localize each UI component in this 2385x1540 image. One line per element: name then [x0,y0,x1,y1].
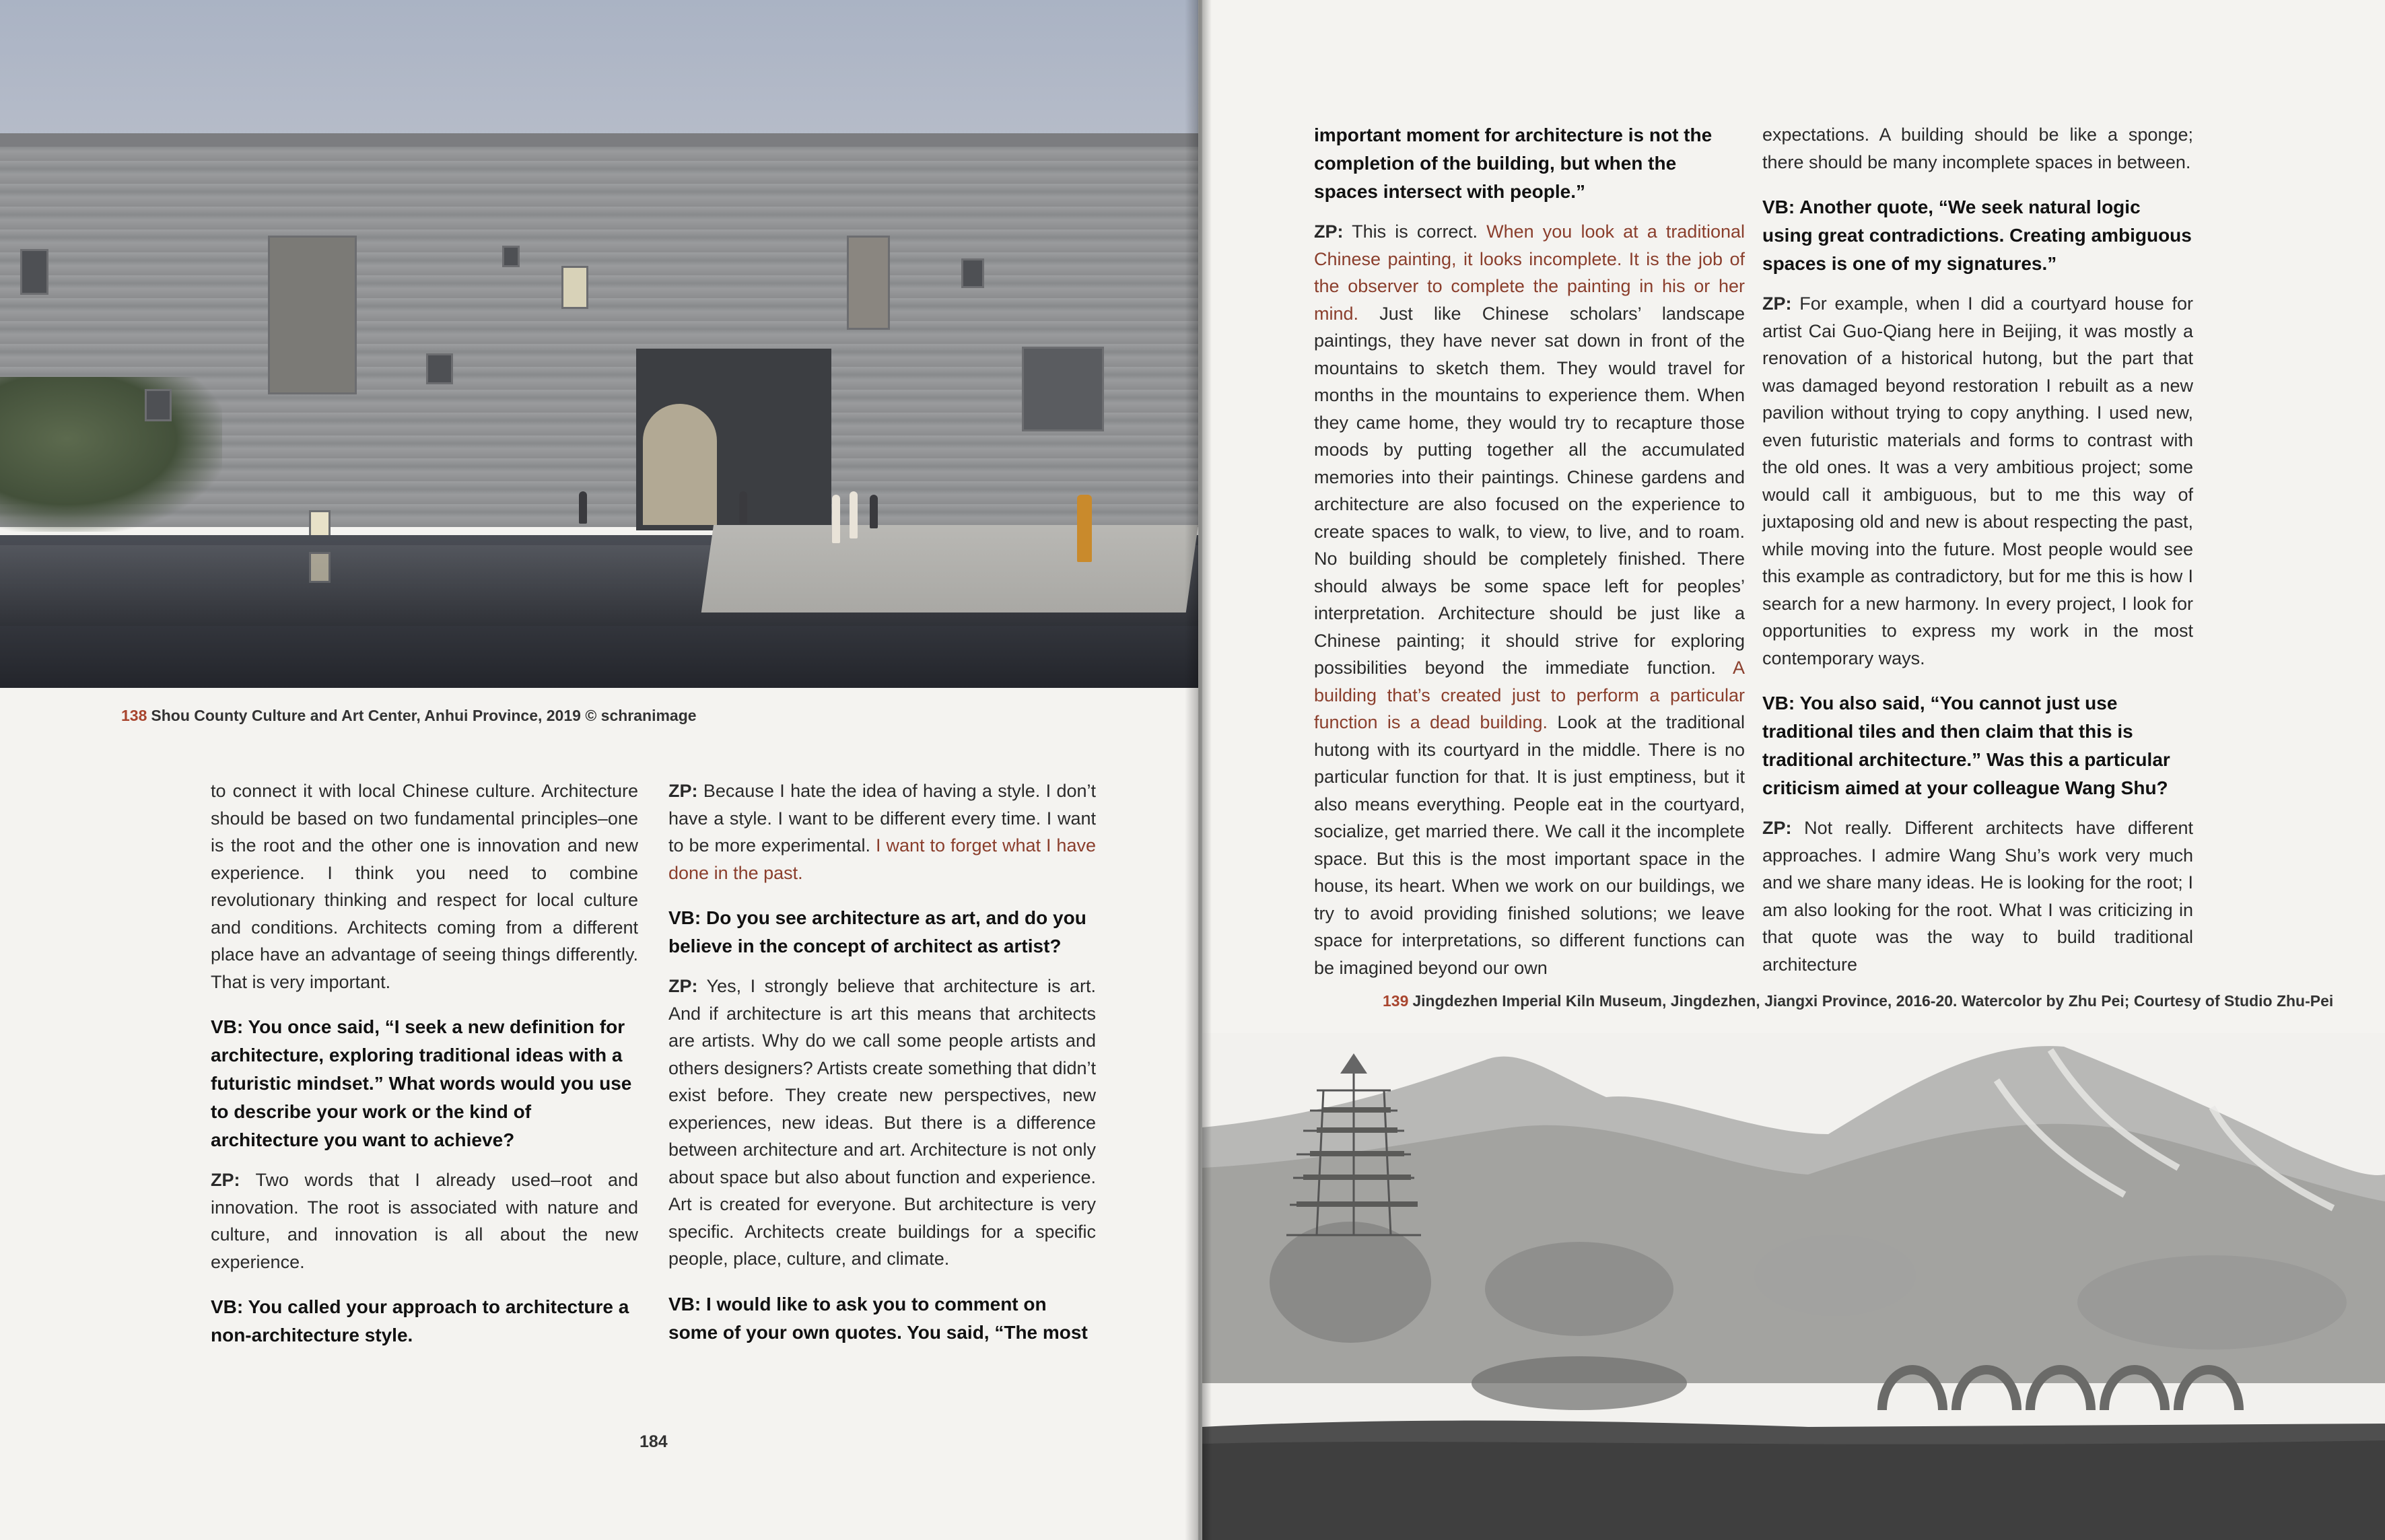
text-column-2 [668,777,1096,1359]
answer-text: This is correct. [1352,221,1478,242]
highlighted-quote: I want to forget what I have done in the past. [668,835,1096,883]
interview-question: VB: I would like to ask you to comment on some of your own quotes. You said, “The most [668,1293,1088,1343]
figure-caption-138 [121,707,697,725]
culture-center-photo [0,0,1198,688]
speaker-label: ZP: [211,1170,240,1190]
paragraph: expectations. A building should be like a sponge; there should be many incomplete spaces in between. [1762,125,2193,172]
speaker-label: ZP: [668,781,698,801]
right-page [1202,0,2385,1540]
text-column-3 [1314,121,1745,993]
interview-answer [668,973,1096,1273]
answer-text: Not really. Different architects have different approaches. I admire Wang Shu’s work very much and we share many ideas. He is looking for the root; I am also looking for the root. What I was criticizing in that quote was the way to build traditional architecture [1762,818,2193,975]
caption-text: Jingdezhen Imperial Kiln Museum, Jingdezhen, Jiangxi Province, 2016-20. Watercolor by Zhu Pei; Courtesy of Studio Zhu-Pei [1412,992,2334,1010]
interview-question: VB: Do you see architecture as art, and do you believe in the concept of architect as artist? [668,907,1086,956]
speaker-label: ZP: [668,976,698,996]
interview-answer [1762,290,2193,672]
interview-question: VB: Another quote, “We seek natural logic using great contradictions. Creating ambiguous spaces is one of my signatures.” [1762,197,2192,274]
text-column-1 [211,777,638,1362]
interview-question: VB: You once said, “I seek a new definition for architecture, exploring traditional ideas with a futuristic mindset.” What words would you use to describe your work or the kind of architecture you want to achieve? [211,1016,632,1150]
speaker-label: ZP: [1314,221,1344,242]
speaker-label: ZP: [1762,818,1792,838]
answer-text: Yes, I strongly believe that architecture is art. And if architecture is art this means that architects are artists. Why do we call some people artists and others designers? Artists create something that didn’t exist before. They create new perspectives, new experiences, new ideas. But there is a difference between architecture and art. Architecture is not only about space but also about function and experience. Art is created for everyone. But architecture is very specific. Architects create buildings for a specific people, place, culture, and climate. [668,976,1096,1269]
speaker-label: ZP: [1762,293,1792,314]
page-number: 184 [640,1432,668,1451]
interview-answer [1314,218,1745,981]
highlighted-quote: When you look at a traditional Chinese painting, it looks incomplete. It is the job of the observer to complete the painting in his or her mind. [1314,221,1745,324]
highlighted-quote: A building that’s created just to perform a particular function is a dead building. [1314,658,1745,732]
caption-number: 139 [1383,992,1409,1010]
answer-text: Just like Chinese scholars’ landscape paintings, they have never sat down in front of the mountains to sketch them. They would travel for months in the mountains to experience them. When they came home, they would try to recapture those moods by putting together all the accumulated memories into their paintings. Chinese gardens and architecture are also focused on the experience to create spaces to walk, to view, to live, and to roam. No building should be completely finished. There should always be some space left for peoples’ interpretation. Architecture should be just like a Chinese painting; it should strive for exploring possibilities beyond the immediate function. [1314,303,1745,678]
paragraph: to connect it with local Chinese culture. Architecture should be based on two fundamental principles–one is the root and the other one is innovation and new experience. I think you need to combine revolutionary thinking and respect for local culture and conditions. Architects coming from a different place have an advantage of seeing things differently. That is very important. [211,781,638,992]
figure-caption-139 [1383,992,2333,1010]
answer-text: Two words that I already used–root and innovation. The root is associated with nature and culture, and innovation is all about the new experience. [211,1170,639,1272]
answer-text: Because I hate the idea of having a style. I don’t have a style. I want to be different every time. I want to be more experimental. [668,781,1096,855]
kiln-museum-watercolor [1202,1033,2385,1540]
interview-answer [1762,814,2193,978]
caption-number: 138 [121,707,147,724]
text-column-4 [1762,121,2193,990]
answer-text: Look at the traditional hutong with its courtyard in the middle. There is no particular function for that. It is just emptiness, but it also means everything. People eat in the courtyard, socialize, get married there. We call it the incomplete space. But this is the most important space in the house, its heart. When we work on our buildings, we try to avoid providing finished solutions; we leave space for interpretations, so different functions can be imagined beyond our own [1314,712,1745,978]
watercolor-illustration [1202,1033,2385,1540]
interview-question-continued: important moment for architecture is not the completion of the building, but when the spaces intersect with people.” [1314,125,1713,202]
interview-answer [211,1166,638,1275]
answer-text: For example, when I did a courtyard house for artist Cai Guo-Qiang here in Beijing, it was mostly a renovation of a historical hutong, but the part that was damaged beyond restoration I rebuilt as a new pavilion without trying to copy anything. I used new, even futuristic materials and forms to contrast with the old ones. It was a very ambitious project; some would call it ambiguous, but to me this way of juxtaposing old and new is about respecting the past, while moving into the future. Most people would see this example as contradictory, but for me this is how I search for a new harmony. In every project, I look for opportunities to express my work in the most contemporary ways. [1762,293,2193,668]
interview-question: VB: You called your approach to architecture a non-architecture style. [211,1296,629,1345]
caption-text: Shou County Culture and Art Center, Anhui Province, 2019 © schranimage [151,707,697,724]
interview-answer [668,777,1096,886]
interview-question: VB: You also said, “You cannot just use traditional tiles and then claim that this is traditional architecture.” Was this a particular criticism aimed at your colleague Wang Shu? [1762,693,2170,798]
book-gutter [1185,0,1212,1540]
